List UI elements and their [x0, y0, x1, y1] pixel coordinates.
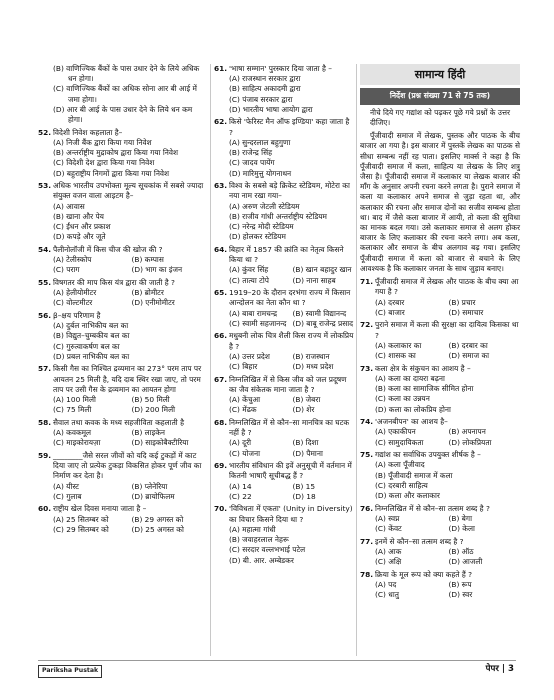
question-number: 53.	[38, 181, 52, 191]
answer-option[interactable]: (B) रूप	[448, 580, 472, 589]
answer-option[interactable]: (A) आक	[375, 546, 402, 556]
question-number: 73.	[360, 363, 374, 373]
answer-option[interactable]: (D) बहुराष्ट्रीय निगमों द्वारा किया गया निवेश	[53, 168, 170, 178]
question-number: 56.	[38, 310, 52, 320]
question-text: भारतीय संविधान की इवें अनुसूची में वर्तमान में कितनी भाषाएँ सूचीबद्ध हैं ?	[229, 461, 352, 481]
question	[214, 331, 354, 372]
answer-option[interactable]: (C) जादव पायेंग	[229, 158, 275, 168]
answer-option[interactable]: (B) कला का सामाजिक सीमित होना	[375, 384, 474, 394]
question-text: 'अजनबीपन' का आशय है–	[375, 417, 448, 427]
option-list	[38, 288, 208, 308]
column-divider	[210, 64, 211, 656]
question	[38, 451, 208, 502]
question-header	[360, 417, 520, 427]
answer-option[interactable]: (B) 29 अगस्त को	[131, 514, 184, 524]
question-header	[214, 288, 354, 308]
answer-option[interactable]: (B) राजीव गांधी अन्तर्राष्ट्रीय स्टेडियम	[229, 211, 327, 221]
answer-option[interactable]: (C) 75 मिली	[53, 405, 92, 415]
answer-option[interactable]: (D) स्वर	[448, 590, 473, 600]
answer-option[interactable]: (C) वोल्टमीटर	[53, 298, 93, 308]
answer-option[interactable]: (D) 200 मिली	[131, 405, 176, 415]
answer-option[interactable]: (B) साहित्य अकादमी द्वारा	[229, 84, 301, 94]
answer-option[interactable]: (D) केला	[448, 524, 475, 534]
question-text: किसी गैस का निश्चित द्रव्यमान का 273° परम ताप पर आयतन 25 मिली है, यदि दाब स्थिर रखा जाए, तो परम ताप पर उसी गैस के द्रव्यमान का आयतन होगा	[53, 364, 202, 394]
question-header	[360, 570, 520, 580]
question-header	[360, 320, 520, 340]
question-text: इनमें से कौन–सा तत्सम शब्द है ?	[375, 536, 464, 546]
answer-option[interactable]: (B) दिशा	[292, 438, 319, 448]
option-list	[38, 202, 208, 243]
answer-option[interactable]: (B) दरबार का	[448, 340, 488, 350]
question-number: 65.	[214, 288, 228, 298]
answer-option[interactable]: (D) आजली	[448, 557, 483, 567]
answer-option[interactable]: (D) मध्य प्रदेश	[292, 362, 334, 372]
answer-option[interactable]: (A) उत्तर प्रदेश	[229, 351, 270, 361]
question-text: विदेशी निवेश कहलाता है–	[53, 127, 123, 137]
answer-option[interactable]: (C) कला का उन्नयन	[375, 394, 430, 404]
answer-option[interactable]: (B) खान बहादुर खान	[292, 265, 352, 275]
answer-option[interactable]: (C) गुरुत्वाकर्षण बल का	[53, 341, 120, 351]
answer-option[interactable]: (B) जेबरा	[292, 395, 321, 405]
question	[360, 277, 520, 318]
question-header	[38, 364, 208, 395]
column-middle	[214, 64, 354, 568]
question	[360, 364, 520, 415]
answer-option[interactable]: (A) सुन्दरलाल बहुगुणा	[229, 137, 291, 147]
answer-option[interactable]: (A) यीस्ट	[53, 481, 79, 491]
answer-option[interactable]: (B) प्लेनेरिया	[131, 481, 168, 491]
question-header	[214, 504, 354, 524]
option-list	[214, 438, 354, 458]
option-list	[214, 202, 354, 243]
answer-option[interactable]: (B) राजेन्द्र सिंह	[229, 148, 272, 158]
answer-option[interactable]: (C) पंजाब सरकार द्वारा	[229, 94, 293, 104]
question	[38, 504, 208, 535]
answer-option[interactable]: (A) एकाकीपन	[375, 427, 416, 437]
answer-option[interactable]: (C) ईंधन और प्रकाश	[53, 222, 111, 232]
question-header	[38, 128, 208, 138]
answer-option[interactable]: (D) 18	[292, 491, 316, 501]
answer-option[interactable]: (B) जवाहरलाल नेहरू	[229, 535, 289, 545]
question-header	[360, 450, 520, 460]
question-number: 64.	[214, 244, 228, 254]
question	[38, 245, 208, 276]
question-header	[360, 277, 520, 297]
question-number: 67.	[214, 374, 228, 384]
answer-option[interactable]: (A) 25 सितम्बर को	[53, 514, 109, 524]
question-number: 70.	[214, 504, 228, 514]
answer-option[interactable]: (D) आर बी आई के पास उधार देने के लिये धन कम होगा।	[53, 104, 193, 125]
question-header	[38, 278, 208, 288]
answer-option[interactable]: (D) पैमाना	[292, 448, 323, 458]
option-list	[360, 427, 520, 447]
column-divider	[356, 64, 357, 656]
option-list	[360, 298, 520, 318]
answer-option[interactable]: (A) दूरी	[229, 438, 252, 448]
question-number: 59.	[38, 451, 52, 460]
question	[360, 417, 520, 448]
answer-option[interactable]: (C) दरबारी साहित्य	[375, 480, 428, 490]
question-text: 1919–20 के दौरान दरभंगा राज्य में किसान आन्दोलन का नेता कौन था ?	[229, 288, 351, 308]
question-text: क्रिया के मूल रूप को क्या कहते हैं ?	[375, 569, 473, 579]
option-list	[214, 138, 354, 179]
answer-option[interactable]: (A) कला पूँजीवाद	[375, 460, 425, 470]
answer-option[interactable]: (A) हेलीयोमीटर	[53, 288, 97, 298]
question-header	[214, 245, 354, 265]
question-header	[214, 461, 354, 481]
question	[38, 181, 208, 242]
answer-option[interactable]: (A) दुर्बल नाभिकीय बल का	[53, 321, 129, 331]
question	[38, 418, 208, 449]
question-header	[214, 64, 354, 74]
question-number: 62.	[214, 117, 228, 127]
option-list	[38, 138, 208, 179]
question-number: 60.	[38, 504, 52, 514]
answer-option[interactable]: (B) प्रचार	[448, 297, 476, 307]
answer-option[interactable]: (C) शासक का	[375, 351, 416, 361]
answer-option[interactable]: (C) धातु	[375, 590, 399, 600]
option-list	[214, 74, 354, 115]
option-list	[360, 374, 520, 415]
answer-option[interactable]: (B) 50 मिली	[131, 395, 170, 405]
answer-option[interactable]: (A) कलाकार का	[375, 340, 422, 350]
question	[214, 461, 354, 502]
answer-option[interactable]: (A) पद	[375, 580, 397, 589]
answer-option[interactable]: (C) योजना	[229, 448, 260, 458]
option-list	[214, 525, 354, 566]
option-list	[38, 428, 208, 448]
question-header	[214, 181, 354, 201]
answer-option[interactable]: (D) शेर	[292, 405, 315, 415]
question	[360, 320, 520, 361]
question	[360, 537, 520, 568]
answer-option[interactable]: (C) वाणिज्यिक बैंकों का अधिक सोना आर बी आई में जमा होगा।	[53, 84, 197, 104]
answer-option[interactable]: (B) राजस्थान	[292, 351, 330, 361]
question-text: 'विविधता में एकता' (Unity in Diversity) का विचार किसने दिया था ?	[229, 504, 353, 524]
answer-option[interactable]: (A) 100 मिली	[53, 395, 96, 405]
question-text: β–क्षय परिणाम है	[53, 310, 101, 320]
answer-option[interactable]: (A) बाबा रामचन्द्र	[229, 308, 278, 318]
question	[214, 375, 354, 416]
answer-option[interactable]: (D) होलकर स्टेडियम	[229, 232, 286, 242]
question-number: 52.	[38, 127, 52, 137]
question	[214, 181, 354, 242]
answer-option[interactable]: (B) ऑठ	[448, 546, 474, 556]
answer-option[interactable]: (D) भाग का इंजन	[131, 265, 183, 275]
option-list	[360, 460, 520, 501]
answer-option[interactable]: (B) पूँजीवादी समाज में कला	[375, 470, 453, 480]
question	[214, 117, 354, 178]
question	[38, 278, 208, 309]
question-number: 72.	[360, 320, 374, 330]
option-list	[360, 547, 520, 567]
question-text: निम्नलिखित में से किस जीव को जल प्रदूषण का जैव संकेतक माना जाता है ?	[229, 374, 347, 394]
question-text: किसे 'फेरिस्ट मैन ऑफ इण्डिया' कहा जाता है ?	[229, 117, 350, 137]
question-text: ________जैसे सरल जीवों को यदि कई टुकड़ों में काट दिया जाए तो प्रत्येक टुकड़ा विकसित होकर पूर्ण जीव का निर्माण कर देता है।	[53, 451, 202, 481]
question	[360, 504, 520, 535]
question-text: अधिक भारतीय उपभोक्ता मूल्य सूचकांक में सबसे ज्यादा संयुक्त वजन वाला आइटम है–	[53, 181, 204, 201]
question-text: राष्ट्रीय खेल दिवस मनाया जाता है –	[53, 504, 147, 514]
question-number: 75.	[360, 450, 374, 460]
answer-option[interactable]: (C) मेंढक	[229, 405, 257, 415]
question-header	[360, 504, 520, 514]
page-number: पेपर | 3	[485, 664, 514, 674]
answer-option[interactable]: (A) कला का दायरा बढ़ना	[375, 373, 445, 383]
answer-option[interactable]: (B) ब्रोमीटर	[131, 288, 164, 298]
question	[214, 288, 354, 329]
answer-option[interactable]: (C) सरदार वल्लभभाई पटेल	[229, 545, 306, 555]
column-left	[38, 64, 208, 538]
question-text: बिहार में 1857 की क्रांति का नेतृत्व किसने किया था ?	[229, 244, 344, 265]
question-number: 71.	[360, 277, 374, 287]
question	[38, 128, 208, 179]
answer-option[interactable]: (D) कपड़े और जूते	[53, 232, 106, 242]
answer-option[interactable]: (D) बी. आर. अम्बेडकर	[229, 555, 294, 565]
question-text: विश्व के सबसे बड़े क्रिकेट स्टेडियम, मोटेरा का नया नाम रखा गया–	[229, 181, 350, 201]
answer-option[interactable]: (D) ब्रायोफिलम	[131, 491, 175, 501]
answer-option[interactable]: (D) लोकप्रियता	[448, 437, 492, 447]
question-header	[38, 245, 208, 255]
answer-option[interactable]: (B) वाणिज्यिक बैंकों के पास उधार देने के लिये अधिक धन होगा।	[53, 64, 200, 84]
option-list	[214, 352, 354, 372]
question	[214, 418, 354, 459]
question-text: पूँजीवादी समाज में लेखक और पाठक के बीच क्या आ गया है ?	[375, 277, 519, 297]
question-header	[214, 331, 354, 351]
column-right	[360, 64, 520, 603]
question	[38, 364, 208, 415]
question-number: 57.	[38, 364, 52, 374]
question-header	[214, 375, 354, 395]
option-list	[38, 255, 208, 275]
question-list	[360, 277, 520, 600]
question-text: विषगतर की माप किस यंत्र द्वारा की जाती है ?	[53, 277, 175, 287]
answer-option[interactable]: (C) अक्षि	[375, 557, 402, 567]
answer-option[interactable]: (B) लाइकेन	[131, 428, 166, 438]
answer-option[interactable]: (A) अरुण जेटली स्टेडियम	[229, 201, 300, 211]
question-number: 55.	[38, 277, 52, 287]
directive-banner: निर्देश (प्रश्न संख्या 71 से 75 तक)	[360, 88, 520, 104]
answer-option[interactable]: (A) टेलीस्कोप	[53, 255, 92, 265]
footer-divider	[38, 660, 516, 661]
answer-option[interactable]: (C) सामुदायिकता	[375, 437, 424, 447]
option-list	[360, 514, 520, 534]
question-header	[360, 537, 520, 547]
question-text: कला क्षेत्र के संकुचन का आशय है –	[375, 363, 471, 373]
answer-option[interactable]: (A) महात्मा गांधी	[229, 524, 276, 534]
answer-option[interactable]: (B) 15	[292, 481, 316, 491]
answer-option[interactable]: (B) कम्पास	[131, 255, 164, 265]
option-list	[360, 580, 520, 600]
question-header	[360, 364, 520, 374]
answer-option[interactable]: (B) बेगा	[448, 513, 472, 523]
answer-option[interactable]: (D) भारतीय भाषा आयोग द्वारा	[229, 104, 313, 114]
answer-option[interactable]: (C) पराग	[53, 265, 80, 275]
answer-option[interactable]: (C) गुलाब	[53, 491, 82, 501]
answer-option[interactable]: (A) कवकमूल	[53, 428, 92, 438]
question-number: 63.	[214, 181, 228, 191]
answer-option[interactable]: (B) अपनापन	[448, 427, 486, 437]
answer-option[interactable]: (C) बाजार	[375, 307, 405, 317]
question-number: 58.	[38, 417, 52, 427]
answer-option[interactable]: (C) विदेशी देश द्वारा किया गया निवेश	[53, 158, 155, 168]
question-number: 76.	[360, 503, 374, 513]
passage-text: पूँजीवादी समाज में लेखक, पुस्तक और पाठक के बीच बाजार आ गया है। इस बाजार में पुस्तकें लेखक का पाठक से सीधा सम्बन्ध नहीं रह पाता। इसलिए मार्क्स ने कहा है कि पूँजीवादी समाज में कला, साहित्य या लेखक के लिए शत्रु जैसा है। पूँजीवादी समाज में कलाकार या लेखक बाजार की माँग के अनुसार अपनी रचना करने लगता है। पुराने समाज में कला या कलाकार अपने समाज से जुड़ा रहता था, और कलाकार की रचना और समाज दोनों का सजीव सम्बन्ध होता था। बाद में जैसे कला बाजार में आयी, तो कला की सुविधा का मानक बदल गया। उसे कलाकार समाज से अलग होकर बाजार के लिए कलाकार की रचना करने लगा। अब कला, कलाकार और समाज के बीच अलगाव बढ़ गया। इसलिए पूँजीवादी समाज में कला को बाजार से बचाने के लिए आवश्यक है कि कलाकार जनता के साथ जुड़ाव बनाए।	[360, 131, 520, 273]
answer-option[interactable]: (B) अन्तर्राष्ट्रीय मुद्राकोष द्वारा किया गया निवेश	[53, 148, 179, 158]
answer-option[interactable]: (A) आवास	[53, 201, 85, 211]
section-title: सामान्य हिंदी	[360, 64, 520, 85]
question-number: 68.	[214, 417, 228, 427]
publisher-logo: Pariksha Pustak	[38, 665, 102, 678]
option-list	[38, 395, 208, 415]
answer-option[interactable]: (D) कला का लोकप्रिय होना	[375, 404, 451, 414]
option-list	[38, 515, 208, 535]
question-text: गद्यांश का सर्वाधिक उपयुक्त शीर्षक है –	[375, 450, 481, 460]
question-number: 66.	[214, 331, 228, 341]
option-list	[360, 341, 520, 361]
answer-option[interactable]: (C) नरेन्द्र मोदी स्टेडियम	[229, 222, 294, 232]
question-text: पुराने समाज में कला की सुरक्षा का दायित्व किसका था ?	[375, 320, 519, 340]
answer-option[interactable]: (D) समाज का	[448, 351, 490, 361]
question	[38, 64, 208, 125]
answer-option[interactable]: (D) बाबू राजेन्द्र प्रसाद	[292, 318, 354, 328]
answer-option[interactable]: (A) केंचुआ	[229, 395, 261, 405]
answer-option[interactable]: (D) नाना साहब	[292, 275, 336, 285]
answer-option[interactable]: (D) एनीमोमीटर	[131, 298, 175, 308]
question	[214, 504, 354, 565]
answer-option[interactable]: (C) 22	[229, 491, 252, 501]
question-text: सैवाल तथा कवक के मध्य सहजीविता कहलाती है	[53, 417, 184, 427]
option-list	[214, 482, 354, 502]
answer-option[interactable]: (C) तात्या टोपे	[229, 275, 269, 285]
question-number: 54.	[38, 244, 52, 254]
question-header	[38, 504, 208, 514]
question-header	[214, 117, 354, 137]
answer-option[interactable]: (D) साइकोबैक्टीरिया	[131, 438, 189, 448]
question-header	[38, 311, 208, 321]
question-number: 78.	[360, 569, 374, 579]
question-text: निम्नलिखित में से कौन–सा मानचित्र का घटक नहीं है ?	[229, 417, 349, 438]
question	[360, 450, 520, 501]
question-text: मधुबनी लोक चित्र शैली किस राज्य में लोकप्रिय है ?	[229, 331, 354, 351]
answer-option[interactable]: (A) राजस्थान सरकार द्वारा	[229, 74, 301, 84]
option-list	[214, 309, 354, 329]
question-text: निम्नलिखित में से कौन–सा तत्सम शब्द है ?	[375, 503, 490, 513]
question	[214, 245, 354, 286]
answer-option[interactable]: (A) दरबार	[375, 297, 405, 307]
answer-option[interactable]: (B) खाना और पेय	[53, 211, 104, 221]
question-header	[214, 418, 354, 438]
option-list	[38, 64, 208, 125]
question	[214, 64, 354, 115]
question-text: 'भाषा सम्मान' पुरस्कार दिया जाता है –	[229, 64, 332, 73]
answer-option[interactable]: (C) केंवट	[375, 524, 402, 534]
option-list	[38, 321, 208, 362]
answer-option[interactable]: (A) स्वप्न	[375, 513, 400, 523]
question-text: पैलीनोलॉजी में किस चीज की खोज की ?	[53, 244, 163, 254]
answer-option[interactable]: (C) माइकोरायज़ा	[53, 438, 101, 448]
answer-option[interactable]: (C) 29 सितम्बर को	[53, 524, 109, 534]
question-number: 77.	[360, 536, 374, 546]
answer-option[interactable]: (B) स्वामी विद्यानन्द	[292, 308, 347, 318]
answer-option[interactable]: (B) विद्युत–चुम्बकीय बल का	[53, 331, 130, 341]
question	[360, 570, 520, 601]
answer-option[interactable]: (A) कुंवर सिंह	[229, 265, 269, 275]
question-number: 61.	[214, 64, 228, 73]
question-number: 74.	[360, 417, 374, 427]
question-number: 69.	[214, 461, 228, 471]
option-list	[214, 395, 354, 415]
instruction-text: नीचे दिये गए गद्यांश को पढ़कर पूछे गये प्रश्नों के उत्तर दीजिए।	[370, 107, 511, 127]
question-header	[38, 418, 208, 428]
answer-option[interactable]: (D) समाचार	[448, 307, 484, 317]
question-header	[38, 181, 208, 201]
answer-option[interactable]: (D) मारिमुत्तु योगनाथन	[229, 168, 292, 178]
answer-option[interactable]: (A) 14	[229, 481, 252, 491]
answer-option[interactable]: (C) स्वामी सहजानन्द	[229, 318, 287, 328]
answer-option[interactable]: (D) कला और कलाकार	[375, 491, 440, 501]
question-header	[38, 451, 208, 482]
option-list	[214, 265, 354, 285]
option-list	[38, 482, 208, 502]
answer-option[interactable]: (A) निजी बैंक द्वारा किया गया निवेश	[53, 137, 152, 147]
answer-option[interactable]: (C) बिहार	[229, 362, 258, 372]
question	[38, 311, 208, 362]
answer-option[interactable]: (D) प्रबल नाभिकीय बल का	[53, 351, 130, 361]
answer-option[interactable]: (D) 25 अगस्त को	[131, 524, 184, 534]
